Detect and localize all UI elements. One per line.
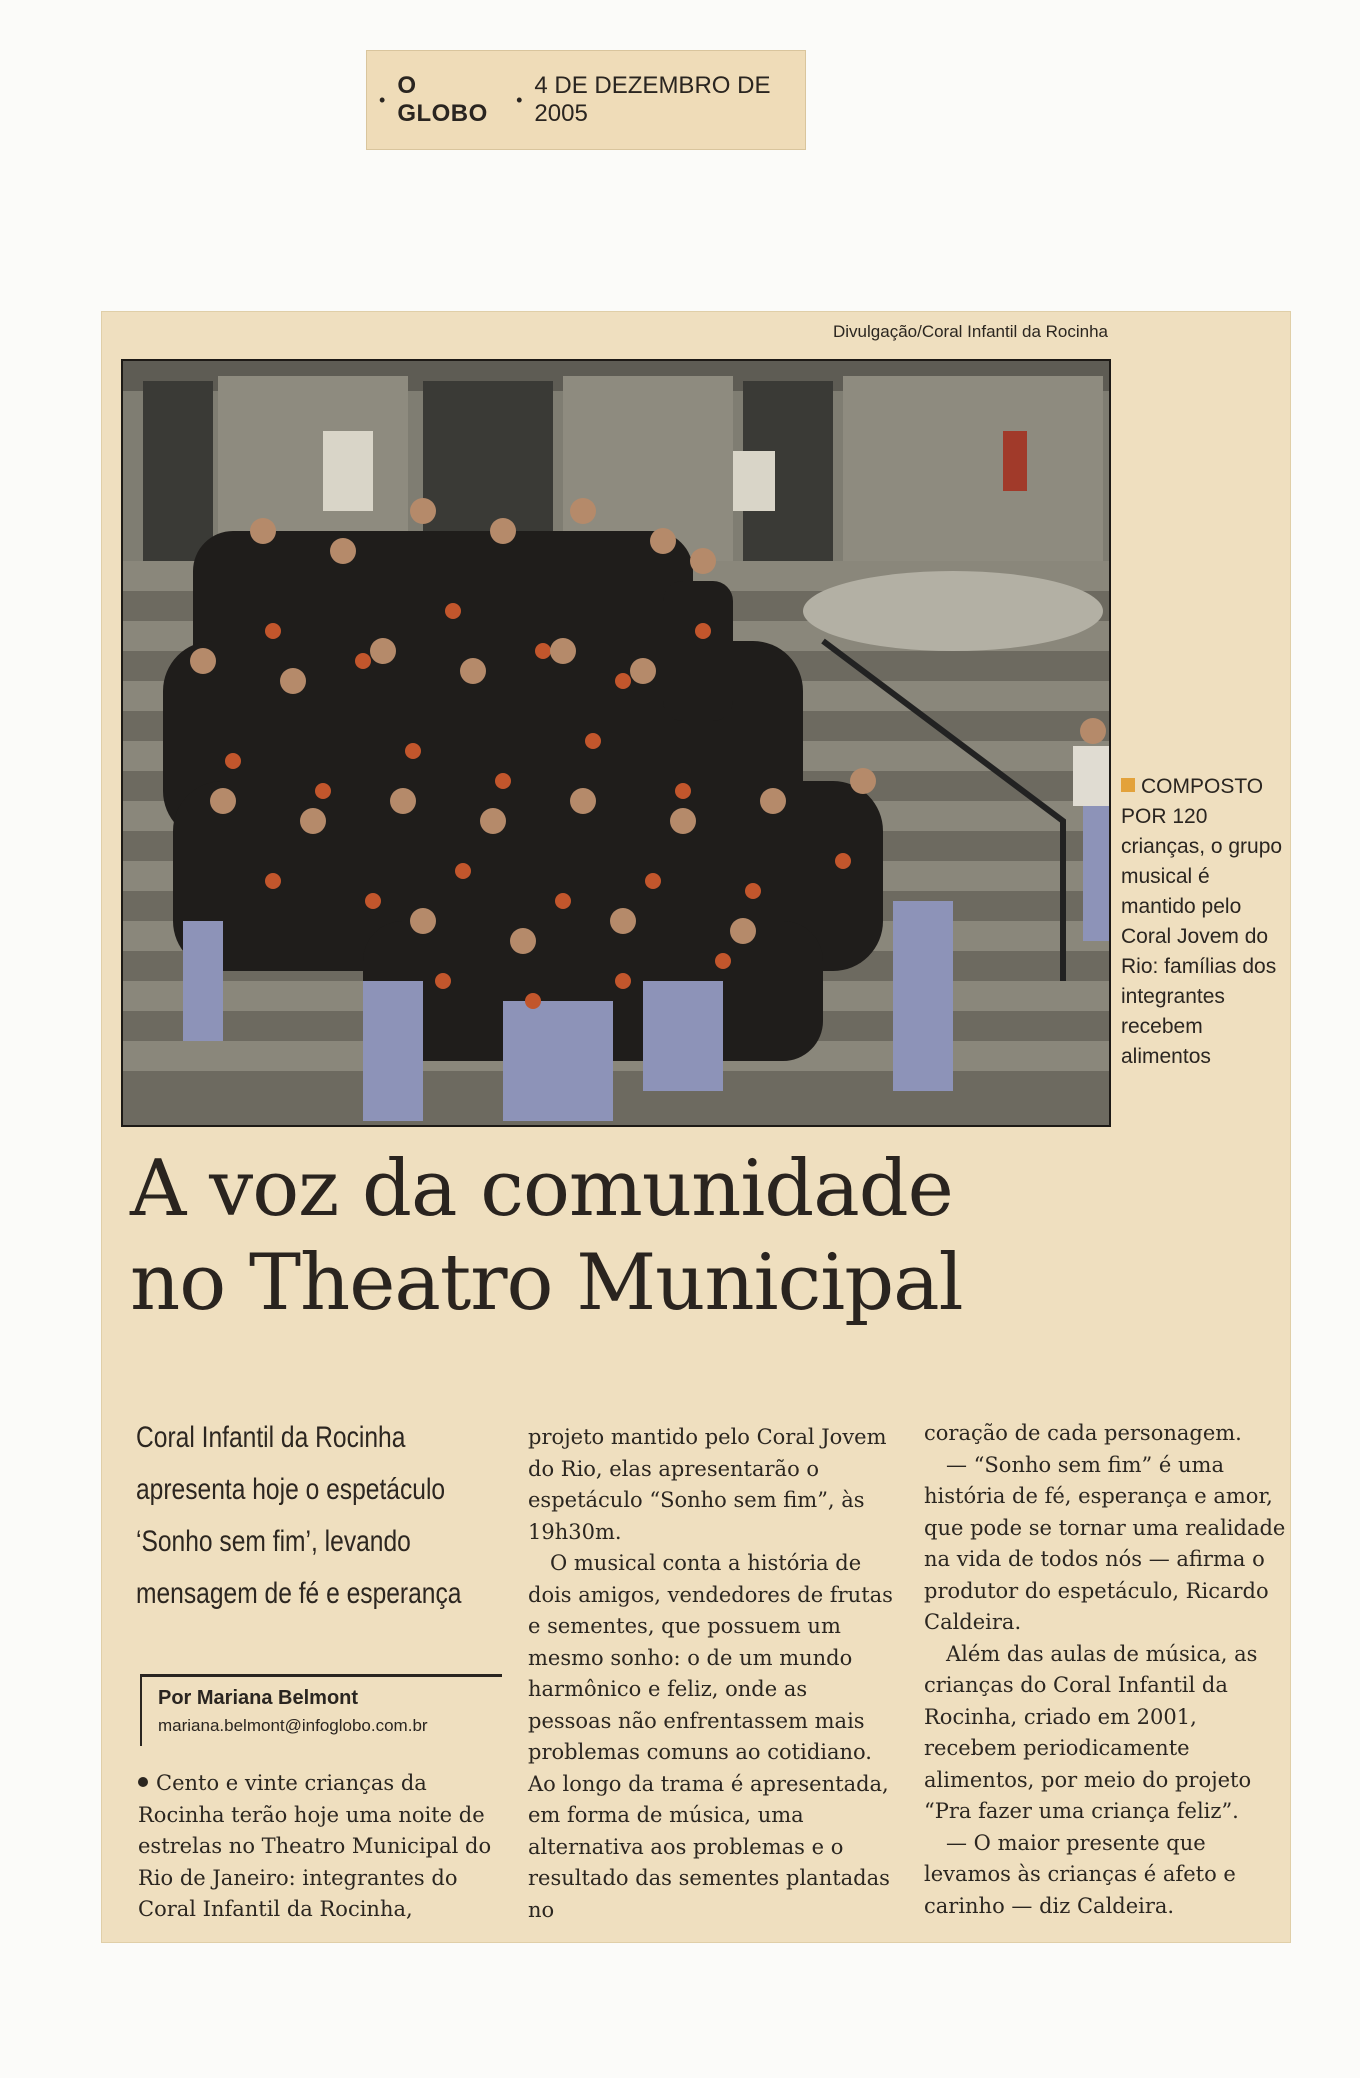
body-column-2 [528, 1422, 896, 1926]
headline-line-1: A voz da comunidade [130, 1144, 953, 1234]
publication-date: 4 DE DEZEMBRO DE 2005 [534, 72, 771, 127]
headline-line-2: no Theatro Municipal [130, 1238, 963, 1328]
body-column-1 [138, 1768, 508, 1926]
caption-text: crianças, o grupo musical é mantido pelo Coral Jovem do Rio: famílias dos integrantes recebem alimentos [1121, 835, 1283, 1068]
byline [140, 1674, 502, 1746]
header-clipping [366, 50, 806, 150]
body-paragraph: projeto mantido pelo Coral Jovem do Rio, elas apresentarão o espetáculo “Sonho sem fim”, às 19h30m. [528, 1425, 887, 1544]
photo-credit: Divulgação/Coral Infantil da Rocinha [833, 322, 1108, 341]
bullet-dot: • [516, 89, 523, 110]
newspaper-name: O GLOBO [397, 72, 488, 127]
body-paragraph: Além das aulas de música, as crianças do Coral Infantil da Rocinha, criado em 2001, recebem periodicamente alimentos, por meio do projeto “Pra fazer uma criança feliz”. [924, 1641, 1258, 1823]
body-paragraph: O musical conta a história de dois amigos, vendedores de frutas e sementes, que possuem um mesmo sonho: o de um mundo harmônico e feliz, onde as pessoas não enfrentassem mais problemas comuns ao cotidiano. Ao longo da trama é apresentada, em forma de música, uma alternativa aos problemas e o resultado das sementes plantadas no [528, 1551, 893, 1922]
body-paragraph: — “Sonho sem fim” é uma história de fé, esperança e amor, que pode se tornar uma realidade na vida de todos nós — afirma o produtor do espetáculo, Ricardo Caldeira. [924, 1452, 1286, 1634]
article-clipping [102, 312, 1290, 1942]
caption-lead: COMPOSTO POR 120 [1121, 775, 1264, 828]
body-paragraph: Cento e vinte crianças da Rocinha terão hoje uma noite de estrelas no Theatro Municipal do Rio de Janeiro: integrantes do Coral Infantil da Rocinha, [138, 1771, 492, 1921]
author-email: mariana.belmont@infoglobo.com.br [158, 1716, 428, 1735]
photo-illustration [123, 361, 1109, 1125]
choir-group-photo [121, 359, 1111, 1127]
article-deck: Coral Infantil da Rocinha apresenta hoje o espetáculo ‘Sonho sem fim’, levando mensagem de fé e esperança [136, 1421, 462, 1610]
author-name: Por Mariana Belmont [158, 1687, 359, 1709]
article-headline [130, 1142, 1290, 1330]
paragraph-bullet-icon [138, 1777, 148, 1787]
bullet-dot: • [379, 89, 386, 110]
body-paragraph: coração de cada personagem. [924, 1421, 1242, 1445]
photo-caption [1121, 772, 1286, 1072]
body-paragraph: — O maior presente que levamos às crianças é afeto e carinho — diz Caldeira. [924, 1830, 1236, 1918]
body-column-3 [924, 1418, 1286, 1922]
square-bullet-icon [1121, 778, 1135, 792]
